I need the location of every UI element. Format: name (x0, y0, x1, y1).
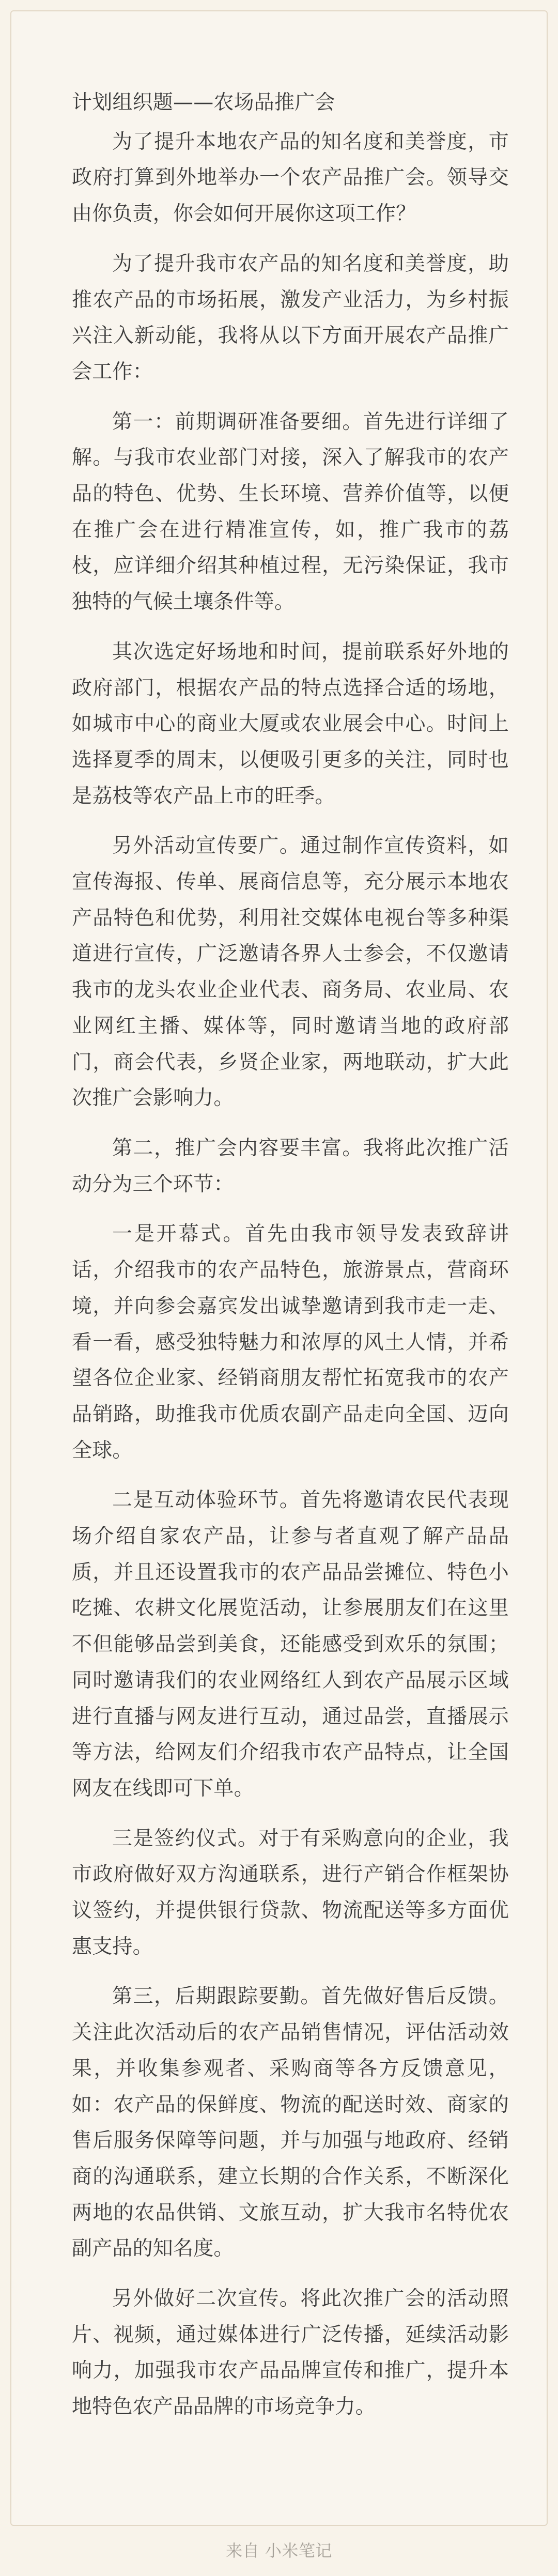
note-paragraph-follow-up: 第三，后期跟踪要勤。首先做好售后反馈。关注此次活动后的农产品销售情况，评估活动效果，并收集参观者、采购商等各方反馈意见，如：农产品的保鲜度、物流的配送时效、商家的售后服务保障等问题，并与加强与地政府、经销商的沟通联系，建立长期的合作关系，不断深化两地的农品供销、文旅互动，扩大我市名特优农副产品的知名度。 (72, 1985, 509, 2261)
note-paragraph-question: 为了提升本地农产品的知名度和美誉度，市政府打算到外地举办一个农产品推广会。领导交由你负责，你会如何开展你这项工作？ (72, 130, 509, 226)
note-paragraph-preparation: 第一：前期调研准备要细。首先进行详细了解。与我市农业部门对接，深入了解我市的农产品的特色、优势、生长环境、营养价值等，以便在推广会在进行精准宣传，如，推广我市的荔枝，应详细介绍其种植过程，无污染保证，我市独特的气候土壤条件等。 (72, 410, 509, 614)
note-paragraph-venue-time: 其次选定好场地和时间，提前联系好外地的政府部门，根据农产品的特点选择合适的场地，如城市中心的商业大厦或农业展会中心。时间上选择夏季的周末，以便吸引更多的关注，同时也是荔枝等农产品上市的旺季。 (72, 640, 509, 808)
note-card (10, 10, 548, 2526)
note-paragraph-promotion: 另外活动宣传要广。通过制作宣传资料，如宣传海报、传单、展商信息等，充分展示本地农产品特色和优势，利用社交媒体电视台等多种渠道进行宣传，广泛邀请各界人士参会，不仅邀请我市的龙头农业企业代表、商务局、农业局、农业网红主播、媒体等，同时邀请当地的政府部门，商会代表，乡贤企业家，两地联动，扩大此次推广会影响力。 (72, 834, 509, 1110)
note-paragraph-signing: 三是签约仪式。对于有采购意向的企业，我市政府做好双方沟通联系，进行产销合作框架协议签约，并提供银行贷款、物流配送等多方面优惠支持。 (72, 1827, 509, 1958)
note-paragraph-event-content: 第二，推广会内容要丰富。我将此次推广活动分为三个环节： (72, 1136, 509, 1196)
note-title: 计划组织题——农场品推广会 (72, 91, 335, 114)
note-paragraph-opening: 一是开幕式。首先由我市领导发表致辞讲话，介绍我市的农产品特色，旅游景点，营商环境，并向参会嘉宾发出诚挚邀请到我市走一走、看一看，感受独特魅力和浓厚的风土人情，并希望各位企业家、经销商朋友帮忙拓宽我市的农产品销路，助推我市优质农副产品走向全国、迈向全球。 (72, 1222, 509, 1462)
note-paragraph-introduction: 为了提升我市农产品的知名度和美誉度，助推农产品的市场拓展，激发产业活力，为乡村振兴注入新动能，我将从以下方面开展农产品推广会工作： (72, 252, 509, 384)
note-content (72, 85, 509, 2425)
note-paragraph-secondary-promotion: 另外做好二次宣传。将此次推广会的活动照片、视频，通过媒体进行广泛传播，延续活动影响力，加强我市农产品品牌宣传和推广，提升本地特色农产品品牌的市场竞争力。 (72, 2287, 509, 2419)
note-paragraph-interaction: 二是互动体验环节。首先将邀请农民代表现场介绍自家农产品，让参与者直观了解产品品质，并且还设置我市的农产品品尝摊位、特色小吃摊、农耕文化展览活动，让参展朋友们在这里不但能够品尝到美食，还能感受到欢乐的氛围；同时邀请我们的农业网络红人到农产品展示区域进行直播与网友进行互动，通过品尝，直播展示等方法，给网友们介绍我市农产品特点，让全国网友在线即可下单。 (72, 1489, 509, 1800)
note-source-footer: 来自 小米笔记 (226, 2541, 332, 2560)
